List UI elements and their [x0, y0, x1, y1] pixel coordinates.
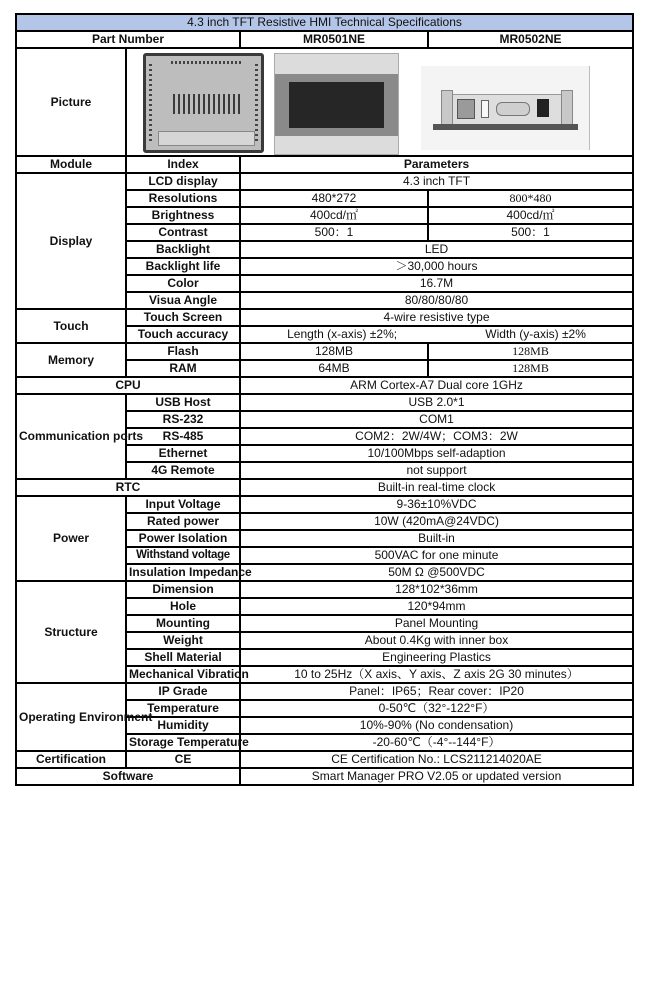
index-label: Touch accuracy [126, 326, 240, 343]
module-environment: Operating Environment [16, 683, 126, 751]
param-value-model-1: 128MB [240, 343, 428, 360]
module-certification: Certification [16, 751, 126, 768]
picture-cell [126, 48, 633, 156]
spec-row [16, 581, 633, 598]
index-label: LCD display [126, 173, 240, 190]
param-value-model-1: 500：1 [240, 224, 428, 241]
model-1: MR0501NE [240, 31, 428, 48]
param-value: ＞30,000 hours [240, 258, 633, 275]
hmi-front-view-image [274, 53, 399, 155]
param-value: CE Certification No.: LCS211214020AE [240, 751, 633, 768]
index-label: Insulation Impedance [126, 564, 240, 581]
param-value: Panel：IP65；Rear cover：IP20 [240, 683, 633, 700]
param-value: Panel Mounting [240, 615, 633, 632]
param-value: 9-36±10%VDC [240, 496, 633, 513]
index-label: Withstand voltage [126, 547, 240, 564]
spec-row [16, 751, 633, 768]
index-label: Color [126, 275, 240, 292]
picture-row [16, 48, 633, 156]
module-structure: Structure [16, 581, 126, 683]
param-value-model-2: 500：1 [428, 224, 633, 241]
page-title: 4.3 inch TFT Resistive HMI Technical Specifications [16, 14, 633, 31]
touch-accuracy-y: Width (y-axis) ±2% [485, 327, 586, 341]
param-value: 10 to 25Hz（X axis、Y axis、Z axis 2G 30 minutes） [240, 666, 633, 683]
index-label: Storage Temperature [126, 734, 240, 751]
header-module: Module [16, 156, 126, 173]
index-label: RAM [126, 360, 240, 377]
title-row [16, 14, 633, 31]
param-value: 128*102*36mm [240, 581, 633, 598]
header-index: Index [126, 156, 240, 173]
param-value: 16.7M [240, 275, 633, 292]
spec-table [15, 13, 634, 786]
spec-row [16, 343, 633, 360]
param-value: not support [240, 462, 633, 479]
index-label: Temperature [126, 700, 240, 717]
spec-row [16, 309, 633, 326]
index-label: USB Host [126, 394, 240, 411]
index-label: Visua Angle [126, 292, 240, 309]
param-value: COM2：2W/4W；COM3：2W [240, 428, 633, 445]
header-row [16, 156, 633, 173]
index-label: Hole [126, 598, 240, 615]
module-power: Power [16, 496, 126, 581]
module-communication: Communication ports [16, 394, 126, 479]
index-label: Backlight [126, 241, 240, 258]
param-value-model-2: 400cd/㎡ [428, 207, 633, 224]
software-label: Software [16, 768, 240, 785]
param-value: 10%-90% (No condensation) [240, 717, 633, 734]
param-value: USB 2.0*1 [240, 394, 633, 411]
spec-row [16, 479, 633, 496]
spec-row [16, 377, 633, 394]
spec-row [16, 394, 633, 411]
spec-row [16, 496, 633, 513]
index-label: 4G Remote [126, 462, 240, 479]
index-label: Brightness [126, 207, 240, 224]
index-label: IP Grade [126, 683, 240, 700]
rtc-label: RTC [16, 479, 240, 496]
param-value-model-2: 800*480 [428, 190, 633, 207]
param-value: About 0.4Kg with inner box [240, 632, 633, 649]
param-value: 4-wire resistive type [240, 309, 633, 326]
spec-row [16, 683, 633, 700]
param-value: 10/100Mbps self-adaption [240, 445, 633, 462]
cpu-label: CPU [16, 377, 240, 394]
index-label: Contrast [126, 224, 240, 241]
spec-row [16, 768, 633, 785]
param-value-model-1: 400cd/㎡ [240, 207, 428, 224]
part-number-label: Part Number [16, 31, 240, 48]
param-value: 10W (420mA@24VDC) [240, 513, 633, 530]
param-value: 80/80/80/80 [240, 292, 633, 309]
spec-row [16, 173, 633, 190]
index-label: Flash [126, 343, 240, 360]
hmi-bottom-ports-image [421, 66, 590, 150]
param-value: Built-in real-time clock [240, 479, 633, 496]
index-label: Dimension [126, 581, 240, 598]
module-display: Display [16, 173, 126, 309]
param-value [240, 326, 633, 343]
index-label: Resolutions [126, 190, 240, 207]
header-parameters: Parameters [240, 156, 633, 173]
index-label: Mounting [126, 615, 240, 632]
index-label: Weight [126, 632, 240, 649]
param-value: LED [240, 241, 633, 258]
param-value: 50M Ω @500VDC [240, 564, 633, 581]
touch-accuracy-x: Length (x-axis) ±2%; [287, 327, 398, 341]
index-label: RS-232 [126, 411, 240, 428]
index-label: Input Voltage [126, 496, 240, 513]
param-value: Engineering Plastics [240, 649, 633, 666]
index-label: Ethernet [126, 445, 240, 462]
param-value: -20-60℃（-4°--144°F） [240, 734, 633, 751]
param-value: ARM Cortex-A7 Dual core 1GHz [240, 377, 633, 394]
index-label: RS-485 [126, 428, 240, 445]
part-number-row [16, 31, 633, 48]
param-value-model-1: 64MB [240, 360, 428, 377]
model-2: MR0502NE [428, 31, 633, 48]
index-label: Humidity [126, 717, 240, 734]
index-label: Backlight life [126, 258, 240, 275]
param-value: 120*94mm [240, 598, 633, 615]
param-value: COM1 [240, 411, 633, 428]
param-value: Smart Manager PRO V2.05 or updated version [240, 768, 633, 785]
param-value: 500VAC for one minute [240, 547, 633, 564]
param-value-model-2: 128MB [428, 360, 633, 377]
param-value: Built-in [240, 530, 633, 547]
module-memory: Memory [16, 343, 126, 377]
module-touch: Touch [16, 309, 126, 343]
spec-sheet [15, 13, 632, 786]
index-label: CE [126, 751, 240, 768]
index-label: Touch Screen [126, 309, 240, 326]
index-label: Mechanical Vibration [126, 666, 240, 683]
param-value-model-1: 480*272 [240, 190, 428, 207]
index-label: Power Isolation [126, 530, 240, 547]
param-value: 0-50℃（32°-122°F） [240, 700, 633, 717]
param-value: 4.3 inch TFT [240, 173, 633, 190]
param-value-model-2: 128MB [428, 343, 633, 360]
index-label: Rated power [126, 513, 240, 530]
index-label: Shell Material [126, 649, 240, 666]
hmi-rear-view-image [143, 53, 264, 153]
picture-label: Picture [16, 48, 126, 156]
